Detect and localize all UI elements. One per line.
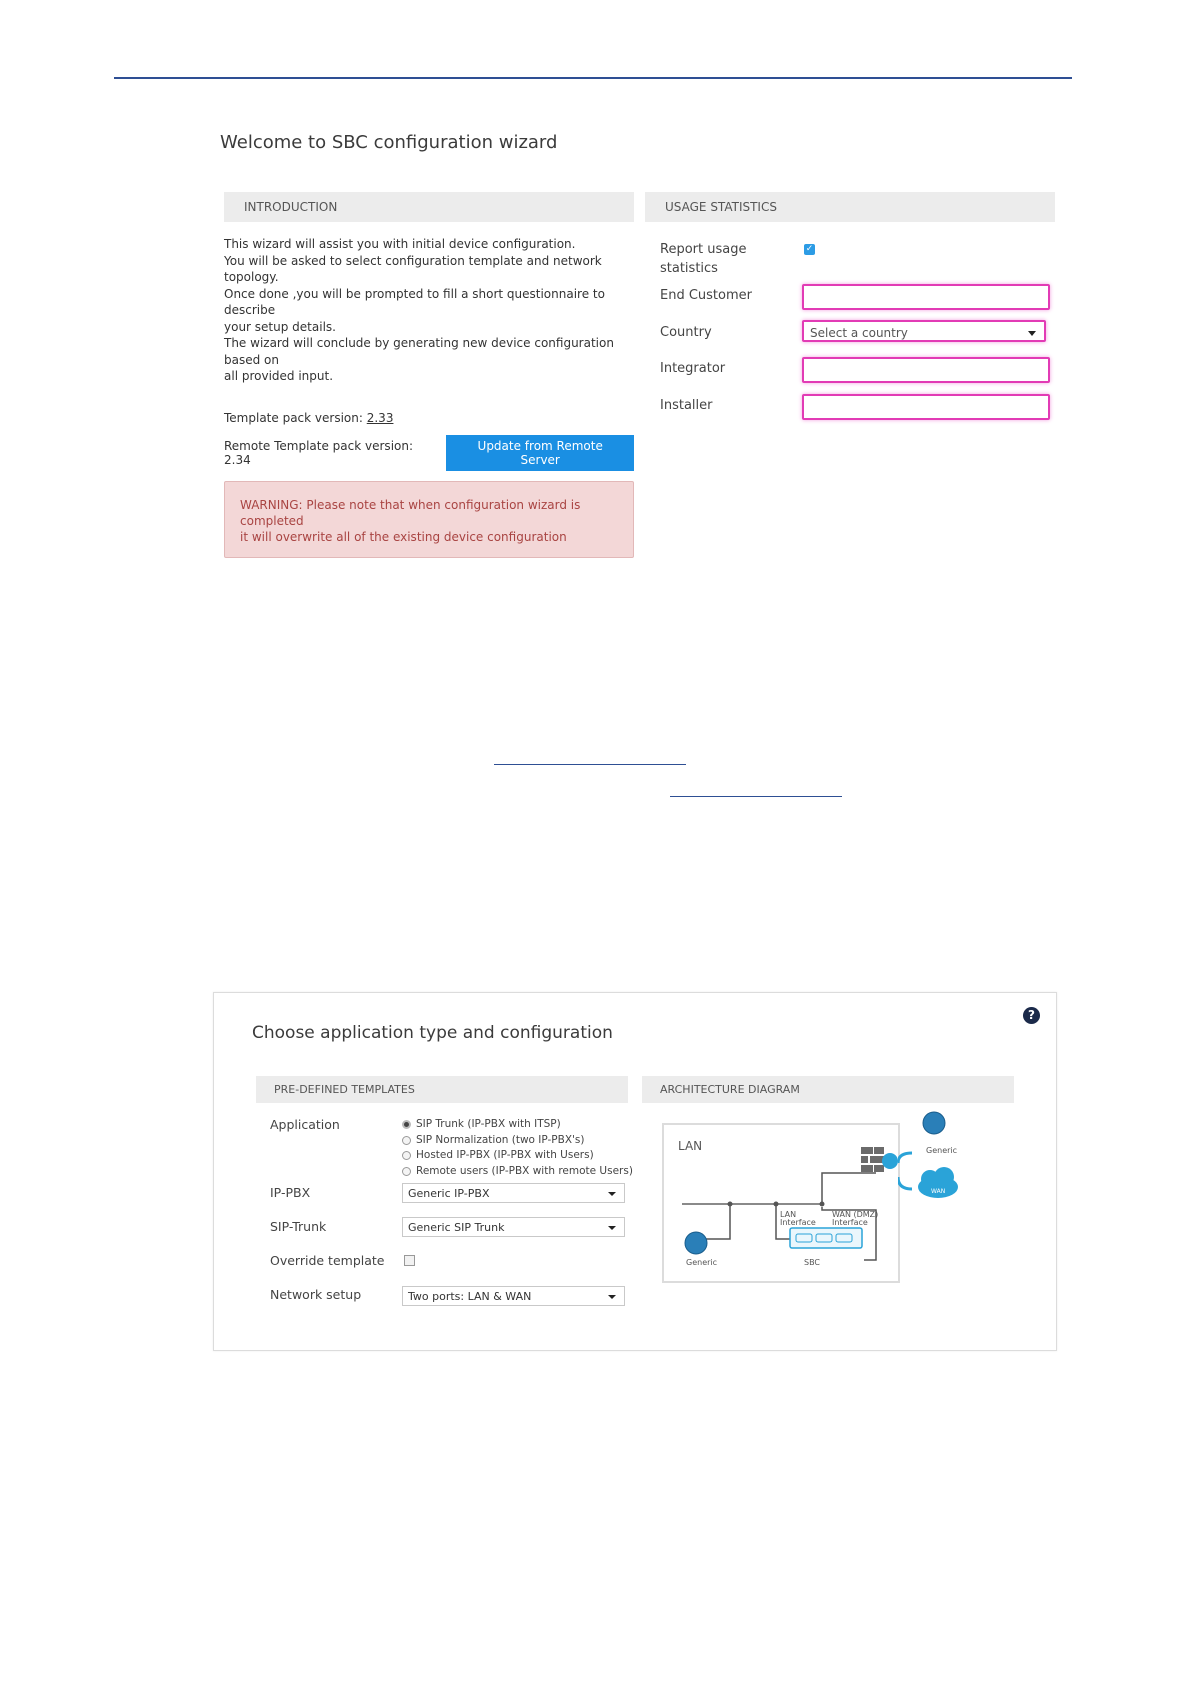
document-link-underline[interactable]: [670, 796, 842, 797]
chevron-down-icon: [608, 1192, 616, 1196]
ip-pbx-select-value: Generic IP-PBX: [408, 1187, 490, 1200]
installer-label: Installer: [660, 398, 713, 413]
chevron-down-icon: [608, 1226, 616, 1230]
radio-icon[interactable]: [402, 1136, 411, 1145]
page-header-rule: [114, 77, 1072, 79]
application-option-label: Hosted IP-PBX (IP-PBX with Users): [416, 1149, 594, 1161]
usage-form: [645, 236, 1055, 436]
wan-cloud-label: WAN: [931, 1188, 946, 1195]
lan-interface-line: LAN: [780, 1210, 797, 1219]
integrator-label: Integrator: [660, 361, 726, 376]
report-usage-label: [660, 240, 746, 278]
cloud-icon-part: [934, 1167, 954, 1187]
intro-line: The wizard will conclude by generating new device configuration based on: [224, 336, 614, 367]
sip-trunk-label: SIP-Trunk: [270, 1219, 327, 1234]
end-customer-input[interactable]: [802, 284, 1050, 310]
application-option-label: SIP Trunk (IP-PBX with ITSP): [416, 1118, 561, 1130]
country-select[interactable]: [802, 320, 1046, 342]
application-option-label: Remote users (IP-PBX with remote Users): [416, 1164, 633, 1177]
application-option[interactable]: [402, 1133, 633, 1149]
integrator-input[interactable]: [802, 357, 1050, 383]
network-setup-select-value: Two ports: LAN & WAN: [408, 1290, 532, 1303]
sbc-label: SBC: [804, 1258, 821, 1267]
welcome-wizard-screenshot: [210, 120, 1060, 544]
application-option[interactable]: [402, 1148, 633, 1164]
templates-panel: [256, 1076, 628, 1103]
wizard-title: Welcome to SBC configuration wizard: [220, 132, 558, 153]
intro-line: Once done ,you will be prompted to fill a short questionnaire to describe: [224, 286, 605, 317]
override-template-label: Override template: [270, 1253, 385, 1268]
globe-icon: [685, 1232, 707, 1254]
wan-interface-label: [832, 1211, 878, 1227]
introduction-panel: [224, 192, 634, 558]
globe-icon: [923, 1112, 945, 1134]
generic-link: [704, 1204, 730, 1239]
lan-interface-line: Interface: [780, 1218, 816, 1227]
templates-header: PRE-DEFINED TEMPLATES: [256, 1076, 628, 1103]
report-usage-label-line: statistics: [660, 261, 718, 276]
remote-version-row: [224, 435, 634, 471]
wan-uplink: [822, 1173, 876, 1204]
application-radio-group: [402, 1117, 633, 1179]
application-label: Application: [270, 1117, 340, 1132]
help-icon[interactable]: ?: [1023, 1007, 1040, 1024]
diagram-header: ARCHITECTURE DIAGRAM: [642, 1076, 1014, 1103]
country-label: Country: [660, 325, 712, 340]
chevron-down-icon: [1028, 331, 1036, 336]
sip-trunk-select[interactable]: [402, 1217, 625, 1237]
report-usage-label-line: Report usage: [660, 242, 747, 257]
application-option[interactable]: [402, 1117, 633, 1133]
ip-pbx-label: IP-PBX: [270, 1185, 311, 1200]
lan-interface-label: [780, 1211, 816, 1227]
network-setup-select[interactable]: [402, 1286, 625, 1306]
document-link-underline[interactable]: [494, 764, 686, 765]
network-setup-label: Network setup: [270, 1287, 362, 1302]
template-version-label: Template pack version:: [224, 410, 363, 425]
arrow-curve: [898, 1153, 912, 1163]
usage-statistics-panel: [645, 192, 1055, 436]
application-config-screenshot: [213, 992, 1057, 1351]
radio-icon[interactable]: [402, 1151, 411, 1160]
template-version-row: [224, 411, 634, 425]
intro-line: your setup details.: [224, 319, 336, 334]
warning-line: it will overwrite all of the existing device configuration: [240, 529, 567, 544]
intro-line: all provided input.: [224, 369, 334, 383]
diagram-panel: [642, 1076, 1014, 1103]
firewall-icon: [861, 1147, 884, 1172]
architecture-diagram: [662, 1123, 900, 1283]
chevron-down-icon: [608, 1295, 616, 1299]
fire-icon: [882, 1153, 898, 1169]
intro-line: You will be asked to select configuration template and network topology.: [224, 253, 602, 284]
app-config-title: Choose application type and configuration: [252, 1023, 613, 1043]
diagram-lan-label: LAN: [678, 1139, 703, 1153]
country-select-value: Select a country: [810, 326, 908, 340]
intro-line: This wizard will assist you with initial device configuration.: [224, 237, 576, 251]
radio-selected-icon[interactable]: [402, 1120, 411, 1129]
application-option[interactable]: [402, 1164, 633, 1180]
usage-statistics-header: USAGE STATISTICS: [645, 192, 1055, 222]
sbc-device: [790, 1228, 862, 1248]
application-option-label: SIP Normalization (two IP-PBX's): [416, 1133, 585, 1146]
radio-icon[interactable]: [402, 1167, 411, 1176]
arrow-curve: [898, 1177, 912, 1189]
wan-interface-line: WAN (DMZ): [832, 1210, 879, 1219]
override-template-checkbox[interactable]: [404, 1255, 415, 1266]
generic-left-label: Generic: [686, 1258, 718, 1267]
generic-right-label: Generic: [926, 1146, 958, 1155]
template-version-link[interactable]: 2.33: [366, 410, 394, 425]
overwrite-warning: [224, 481, 634, 558]
report-usage-checkbox[interactable]: ✓: [805, 244, 814, 254]
introduction-text: [224, 236, 634, 385]
end-customer-label: End Customer: [660, 288, 752, 303]
sip-trunk-select-value: Generic SIP Trunk: [408, 1221, 505, 1234]
ip-pbx-select[interactable]: [402, 1183, 625, 1203]
remote-version-label: Remote Template pack version: 2.34: [224, 438, 414, 467]
wan-interface-line: Interface: [832, 1218, 868, 1227]
installer-input[interactable]: [802, 394, 1050, 420]
update-from-remote-button[interactable]: Update from Remote Server: [446, 435, 634, 471]
warning-line: WARNING: Please note that when configuration wizard is completed: [240, 497, 581, 528]
introduction-header: INTRODUCTION: [224, 192, 634, 222]
